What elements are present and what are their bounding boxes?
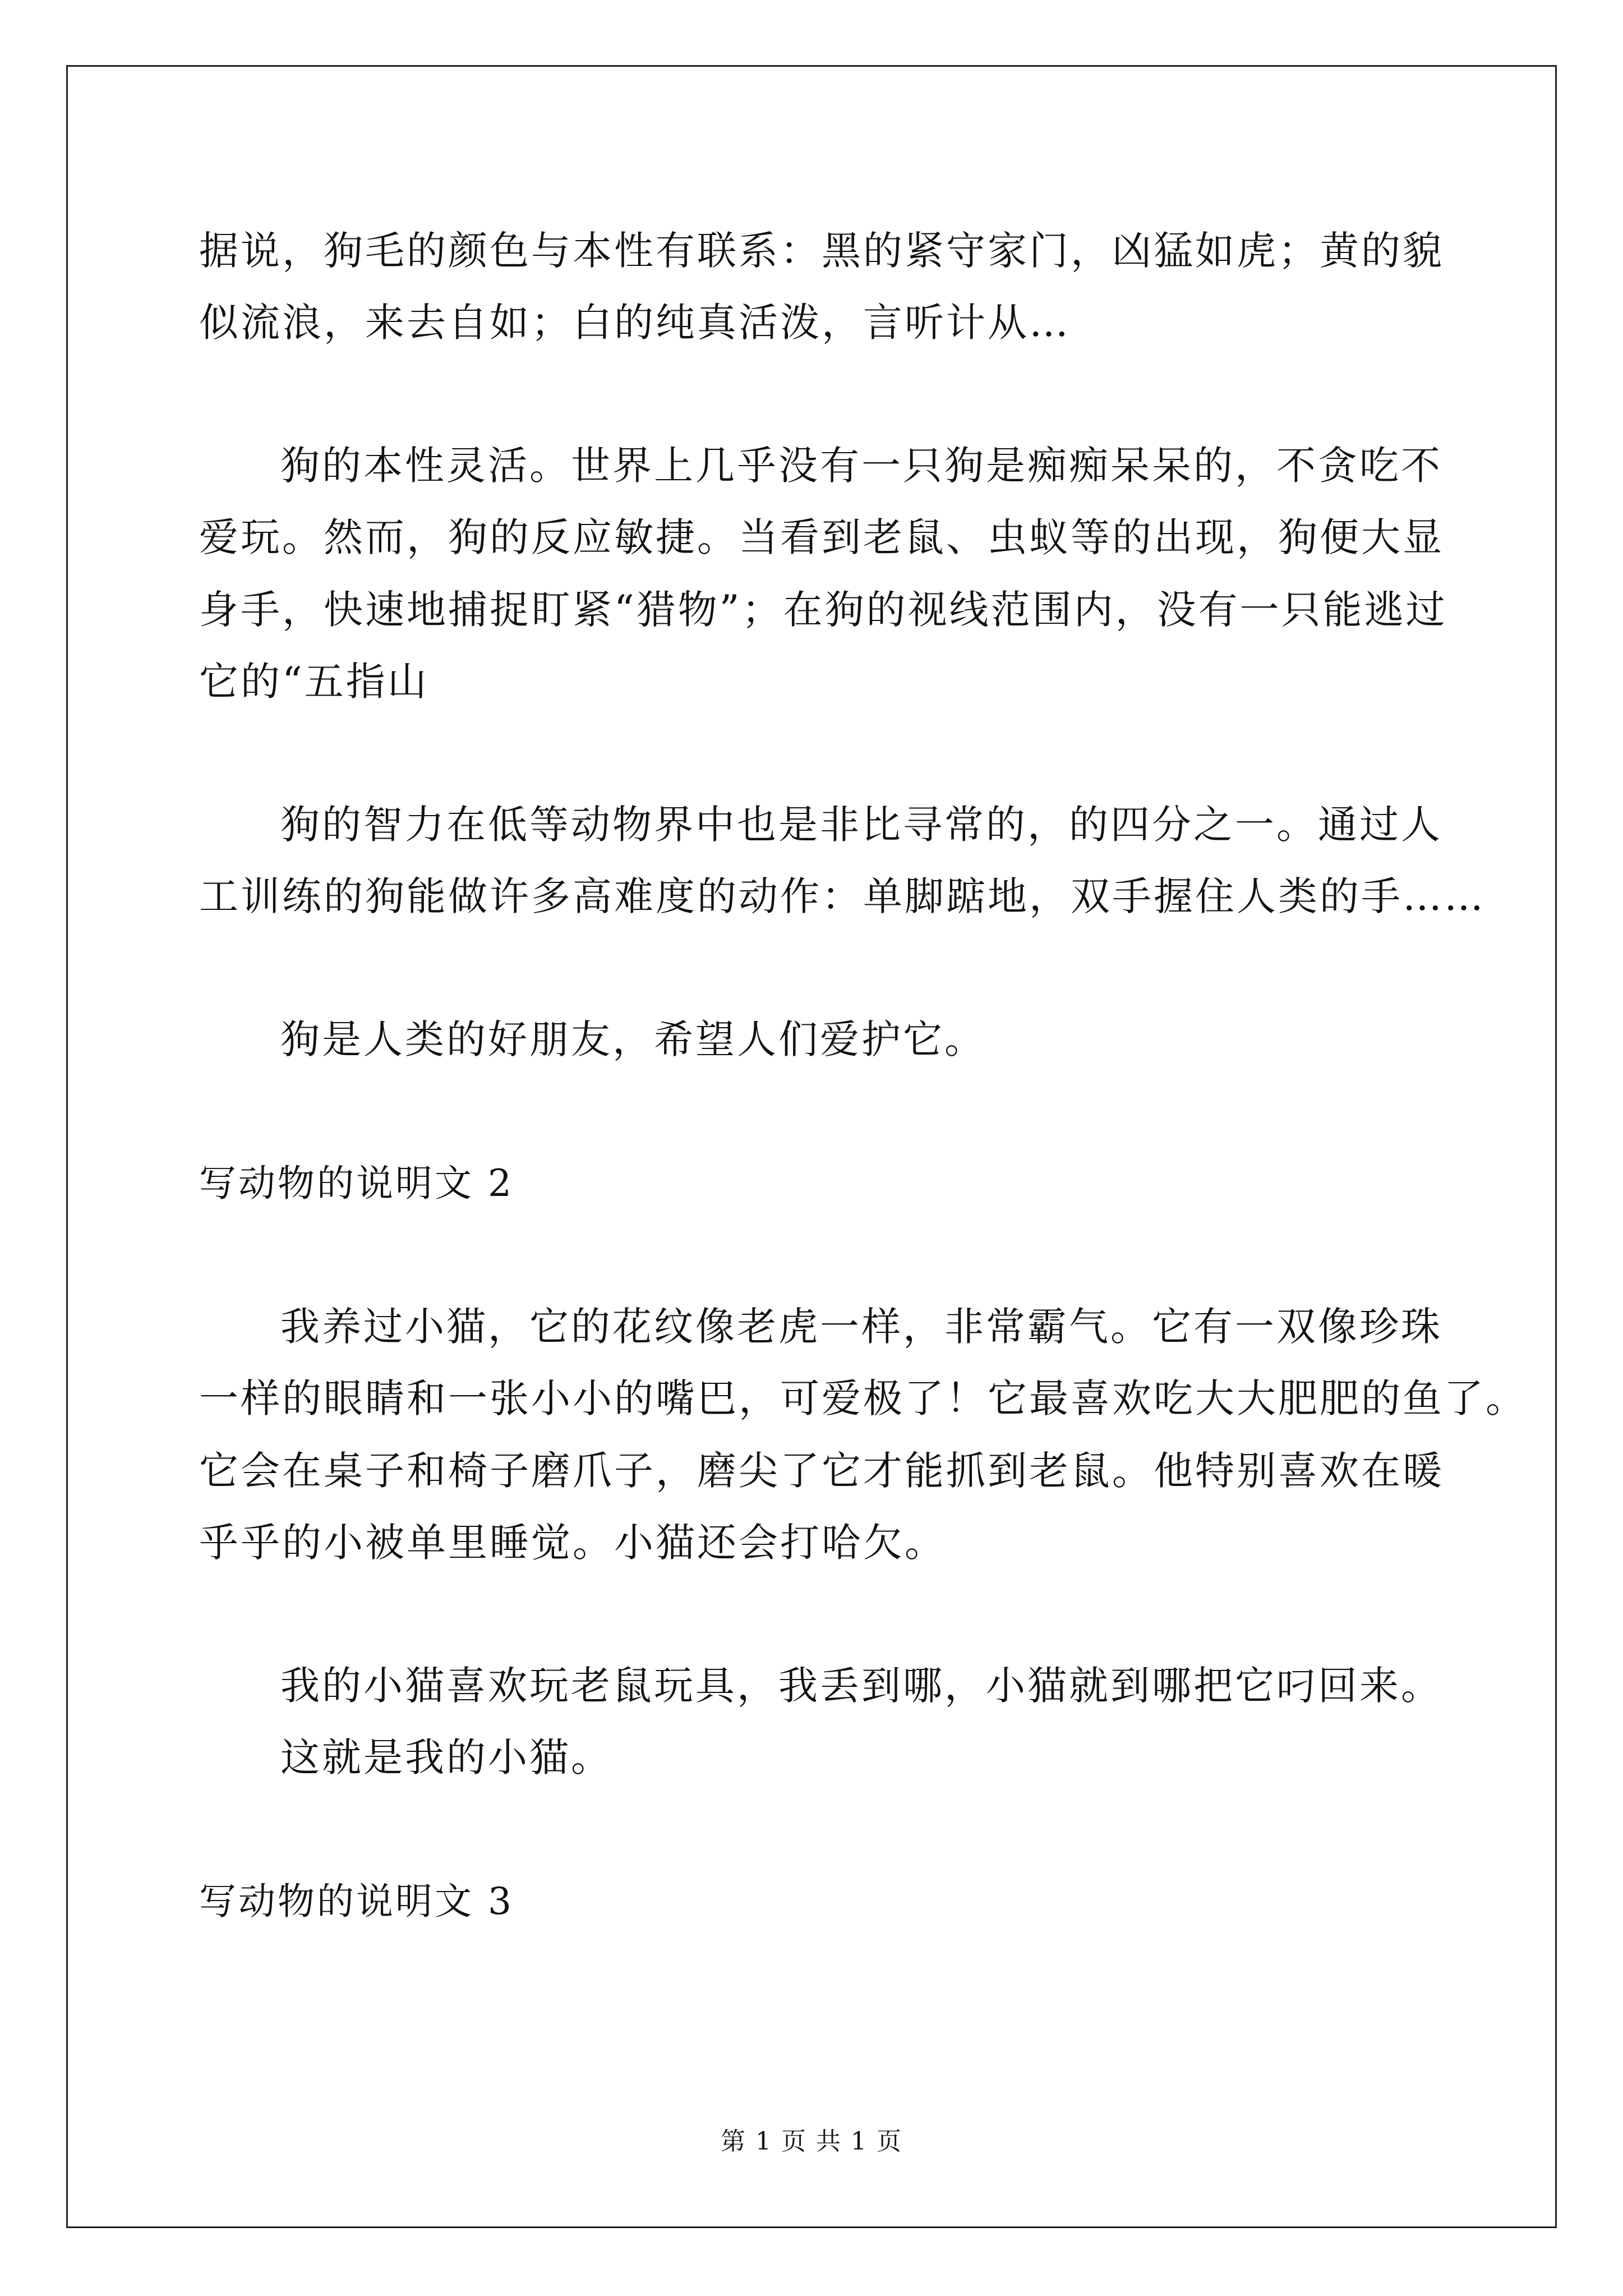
paragraph-1-line-1: 据说，狗毛的颜色与本性有联系：黑的紧守家门，凶猛如虎；黄的貌 bbox=[199, 228, 1444, 274]
paragraph-2-line-2: 爱玩。然而，狗的反应敏捷。当看到老鼠、虫蚁等的出现，狗便大显 bbox=[199, 514, 1444, 560]
paragraph-5-line-3: 它会在桌子和椅子磨爪子，磨尖了它才能抓到老鼠。他特别喜欢在暖 bbox=[199, 1448, 1444, 1494]
paragraph-3-line-2: 工训练的狗能做许多高难度的动作：单脚踮地，双手握住人类的手…… bbox=[199, 873, 1486, 919]
section-heading-3: 写动物的说明文 3 bbox=[199, 1880, 514, 1923]
paragraph-5-line-1: 我养过小猫，它的花纹像老虎一样，非常霸气。它有一双像珍珠 bbox=[280, 1304, 1442, 1350]
paragraph-2-line-3: 身手，快速地捕捉盯紧“猎物”；在狗的视线范围内，没有一只能逃过 bbox=[199, 587, 1447, 633]
paragraph-6-line-1: 我的小猫喜欢玩老鼠玩具，我丢到哪，小猫就到哪把它叼回来。 bbox=[280, 1663, 1442, 1709]
paragraph-5-line-4: 乎乎的小被单里睡觉。小猫还会打哈欠。 bbox=[199, 1520, 946, 1566]
paragraph-4-line-1: 狗是人类的好朋友，希望人们爱护它。 bbox=[280, 1016, 986, 1062]
paragraph-1-line-2: 似流浪，来去自如；白的纯真活泼，言听计从… bbox=[199, 300, 1071, 346]
paragraph-7-line-1: 这就是我的小猫。 bbox=[280, 1734, 612, 1780]
page-footer: 第 1 页 共 1 页 bbox=[721, 2127, 902, 2156]
paragraph-5-line-2: 一样的眼睛和一张小小的嘴巴，可爱极了！它最喜欢吃大大肥肥的鱼了。 bbox=[199, 1375, 1527, 1421]
paragraph-3-line-1: 狗的智力在低等动物界中也是非比寻常的，的四分之一。通过人 bbox=[280, 802, 1442, 848]
section-heading-2: 写动物的说明文 2 bbox=[199, 1162, 514, 1205]
paragraph-2-line-1: 狗的本性灵活。世界上几乎没有一只狗是痴痴呆呆的，不贪吃不 bbox=[280, 443, 1442, 489]
paragraph-2-line-4: 它的“五指山 bbox=[199, 659, 429, 705]
